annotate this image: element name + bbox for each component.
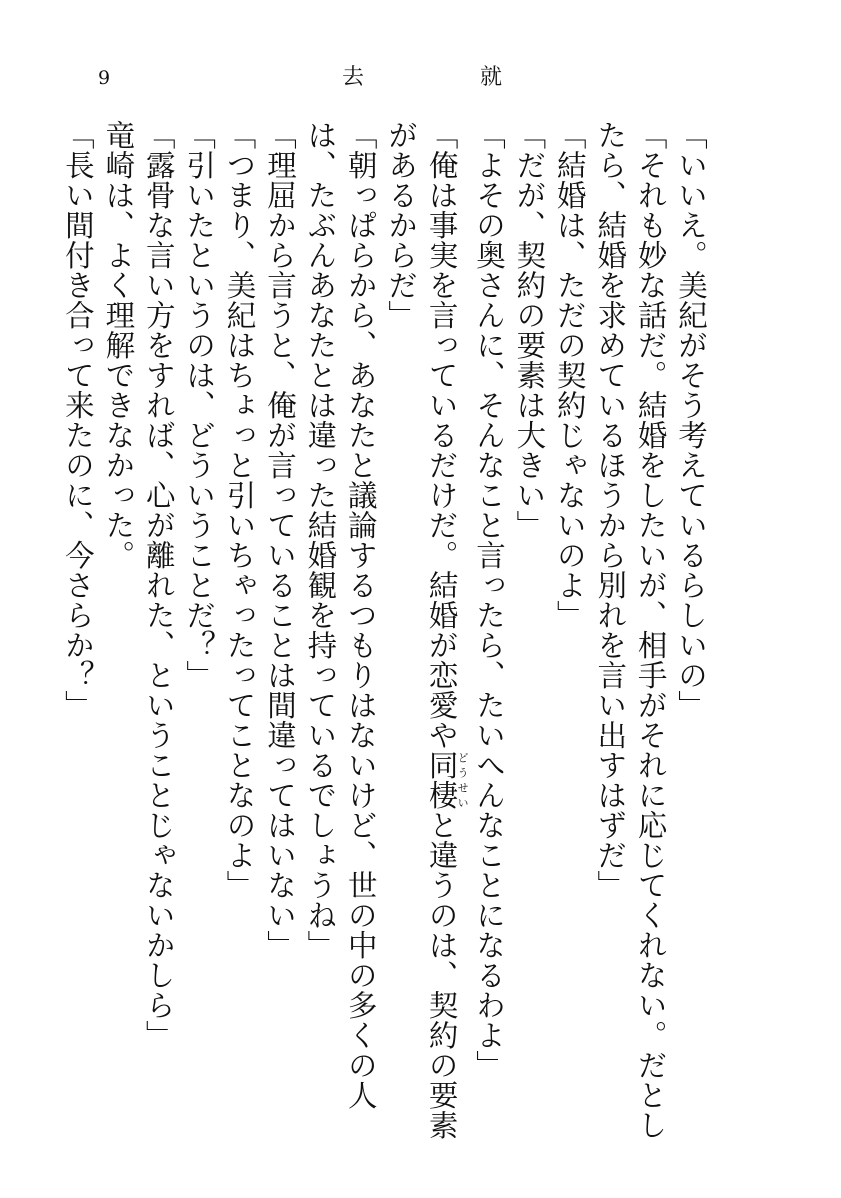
furigana-dousei <box>424 750 470 810</box>
paragraph-1: 「いいえ。美紀がそう考えているらしいの」 <box>674 120 708 720</box>
ruby-reading: どうせい <box>456 750 470 810</box>
paragraph-9: 「つまり、美紀はちょっと引いちゃったってことなのよ」 <box>222 120 257 900</box>
vertical-body-text <box>60 120 711 1150</box>
paragraph-6 <box>381 120 469 1150</box>
paragraph-10: 「引いたというのは、どういうことだ？」 <box>182 120 217 690</box>
paragraph-5: 「よその奥さんに、そんなこと言ったら、たいへんなことになるわよ」 <box>471 120 506 1080</box>
paragraph-8: 「理屈から言うと、俺が言っていることは間違ってはいない」 <box>262 120 297 960</box>
running-head-right: 就 <box>479 65 502 90</box>
paragraph-6-after: と違うのは、契約の要素があるからだ」 <box>384 120 459 1140</box>
paragraph-3: 「結婚は、ただの契約じゃないのよ」 <box>552 120 587 630</box>
page-number: 9 <box>98 67 111 89</box>
running-head <box>342 66 502 90</box>
paragraph-4: 「だが、契約の要素は大きい」 <box>512 120 547 540</box>
paragraph-7: 「朝っぱらから、あなたと議論するつもりはないけど、世の中の多くの人は、たぶんあなたとは違った結婚観を持っているでしょうね」 <box>303 120 378 1110</box>
page-header <box>0 66 841 96</box>
paragraph-11: 「露骨な言い方をすれば、心が離れた、ということじゃないかしら」 <box>141 120 176 1050</box>
paragraph-6-before: 「俺は事実を言っているだけだ。結婚が恋愛や <box>424 120 459 750</box>
running-head-left: 去 <box>342 65 365 90</box>
paragraph-12: 竜崎は、よく理解できなかった。 <box>101 120 136 570</box>
paragraph-2: 「それも妙な話だ。結婚をしたいが、相手がそれに応じてくれない。だとしたら、結婚を求めているほうから別れを言い出すはずだ」 <box>593 120 668 1140</box>
ruby-base: 同棲 <box>424 750 459 810</box>
paragraph-13: 「長い間付き合って来たのに、今さらか？」 <box>60 120 95 720</box>
